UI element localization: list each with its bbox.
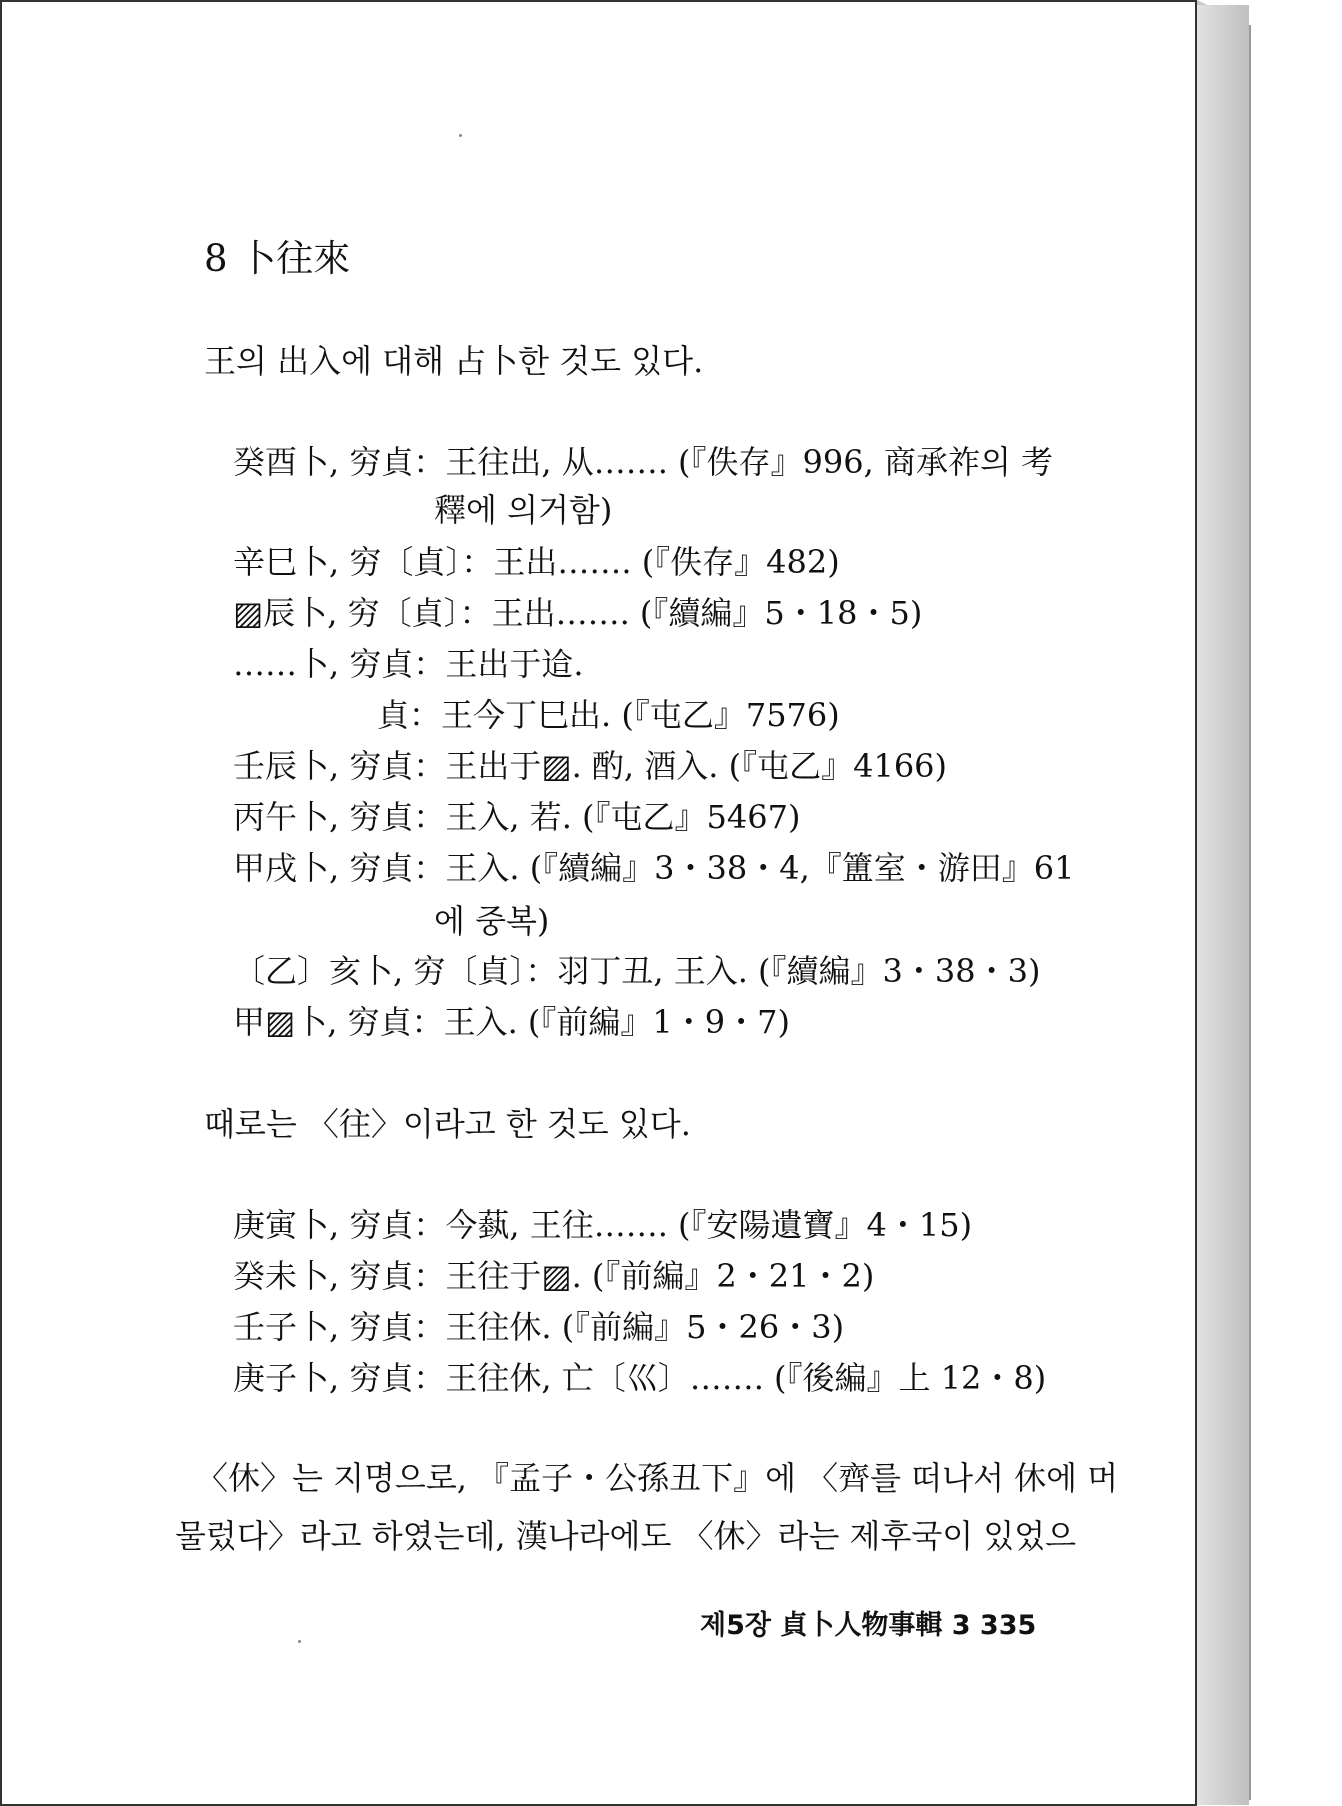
inscription-line: ▨辰卜, 穷〔貞〕：王出……. (『續編』5・18・5) — [233, 594, 923, 632]
inscription-line: 甲▨卜, 穷貞：王入. (『前編』1・9・7) — [233, 1003, 790, 1041]
inscription-line: 癸未卜, 穷貞：王往于▨. (『前編』2・21・2) — [233, 1257, 875, 1295]
intro-line: 때로는 〈往〉이라고 한 것도 있다. — [204, 1105, 691, 1143]
intro-line: 王의 出入에 대해 占卜한 것도 있다. — [204, 342, 704, 380]
book-spine-edge — [1249, 25, 1251, 1800]
inscription-line: 丙午卜, 穷貞：王入, 若. (『屯乙』5467) — [233, 798, 801, 836]
speck — [459, 134, 462, 137]
book-spine — [1197, 5, 1249, 1805]
inscription-line: ……卜, 穷貞：王出于䢔. — [233, 645, 584, 683]
speck — [298, 1640, 301, 1643]
section-heading: 8 卜往來 — [204, 237, 351, 280]
inscription-line: 庚寅卜, 穷貞：今蓺, 王往……. (『安陽遺寶』4・15) — [233, 1206, 973, 1244]
inscription-line: 癸酉卜, 穷貞：王往出, 从……. (『佚存』996, 商承祚의 考 — [233, 443, 1054, 481]
inscription-line: 〔乙〕亥卜, 穷〔貞〕：羽丁丑, 王入. (『續編』3・38・3) — [233, 952, 1041, 990]
inscription-line: 에 중복) — [434, 902, 550, 940]
inscription-line: 壬子卜, 穷貞：王往休. (『前編』5・26・3) — [233, 1308, 845, 1346]
inscription-line: 釋에 의거함) — [434, 491, 613, 529]
inscription-line: 辛巳卜, 穷〔貞〕：王出……. (『佚存』482) — [233, 543, 840, 581]
inscription-line: 甲戌卜, 穷貞：王入. (『續編』3・38・4,『簠室・游田』61 — [233, 849, 1075, 887]
inscription-line: 庚子卜, 穷貞：王往休, 亡〔巛〕……. (『後編』上 12・8) — [233, 1359, 1047, 1397]
page-footer: 제5장 貞卜人物事輯 3 335 — [700, 1610, 1037, 1641]
paragraph-line: 〈休〉는 지명으로, 『孟子・公孫丑下』에 〈齊를 떠나서 休에 머 — [196, 1459, 1119, 1497]
inscription-line: 壬辰卜, 穷貞：王出于▨. 酌, 酒入. (『屯乙』4166) — [233, 747, 948, 785]
paragraph-line: 물렀다〉라고 하였는데, 漢나라에도 〈休〉라는 제후국이 있었으 — [175, 1517, 1077, 1555]
inscription-line: 貞：王今丁巳出. (『屯乙』7576) — [377, 696, 840, 734]
